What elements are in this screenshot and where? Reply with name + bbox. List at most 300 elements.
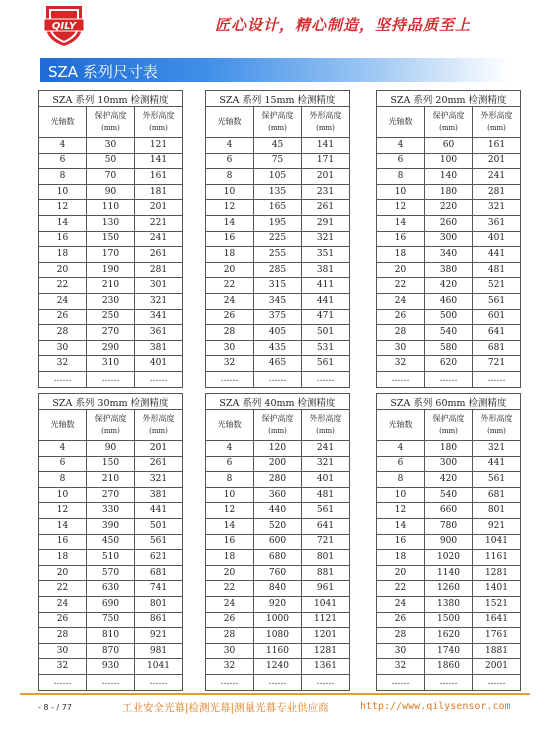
table-caption: SZA 系列 60mm 检测精度 bbox=[377, 394, 521, 410]
page-header bbox=[0, 0, 550, 52]
table-cell: 601 bbox=[473, 309, 521, 325]
table-row bbox=[206, 674, 350, 690]
table-cell: …… bbox=[135, 371, 183, 387]
table-row bbox=[39, 550, 183, 566]
table-cell: …… bbox=[87, 674, 135, 690]
table-cell: 1000 bbox=[254, 612, 302, 628]
table-cell: 351 bbox=[302, 247, 350, 263]
table-cell: 321 bbox=[473, 441, 521, 457]
header-axes: 光轴数 bbox=[39, 107, 87, 138]
table-row bbox=[206, 169, 350, 185]
table-cell: 26 bbox=[377, 309, 425, 325]
table-cell: …… bbox=[377, 371, 425, 387]
table-cell: 10 bbox=[39, 487, 87, 503]
table-cell: …… bbox=[206, 371, 254, 387]
table-cell: 6 bbox=[377, 153, 425, 169]
table-row bbox=[206, 278, 350, 294]
table-cell: 14 bbox=[377, 215, 425, 231]
table-cell: …… bbox=[39, 371, 87, 387]
table-cell: 130 bbox=[87, 215, 135, 231]
table-row bbox=[39, 215, 183, 231]
table-cell: 920 bbox=[254, 596, 302, 612]
table-cell: 10 bbox=[39, 184, 87, 200]
table-caption: SZA 系列 20mm 检测精度 bbox=[377, 91, 521, 107]
table-cell: 441 bbox=[473, 456, 521, 472]
table-cell: 861 bbox=[135, 612, 183, 628]
table-cell: 921 bbox=[135, 628, 183, 644]
table-cell: 381 bbox=[135, 487, 183, 503]
table-cell: 510 bbox=[87, 550, 135, 566]
table-cell: 810 bbox=[87, 628, 135, 644]
page-number: - 8 - / 77 bbox=[38, 703, 72, 712]
table-cell: 8 bbox=[206, 169, 254, 185]
header-unit: (mm) bbox=[487, 124, 506, 132]
table-row bbox=[206, 441, 350, 457]
table-cell: 30 bbox=[87, 138, 135, 154]
table-row bbox=[39, 581, 183, 597]
table-cell: 4 bbox=[206, 441, 254, 457]
table-cell: 360 bbox=[254, 487, 302, 503]
table-row bbox=[377, 612, 521, 628]
table-row bbox=[39, 356, 183, 372]
table-cell: 321 bbox=[473, 200, 521, 216]
table-cell: 1020 bbox=[425, 550, 473, 566]
table-cell: 561 bbox=[302, 503, 350, 519]
table-cell: 26 bbox=[206, 612, 254, 628]
table-cell: 32 bbox=[377, 659, 425, 675]
table-cell: 760 bbox=[254, 565, 302, 581]
table-cell: 24 bbox=[206, 293, 254, 309]
spec-table-2 bbox=[205, 90, 350, 388]
table-cell: 660 bbox=[425, 503, 473, 519]
table-row bbox=[377, 581, 521, 597]
table-cell: 450 bbox=[87, 534, 135, 550]
table-cell: 1121 bbox=[302, 612, 350, 628]
table-cell: 210 bbox=[87, 472, 135, 488]
table-row bbox=[39, 200, 183, 216]
table-cell: 105 bbox=[254, 169, 302, 185]
table-row bbox=[39, 169, 183, 185]
table-cell: 20 bbox=[39, 262, 87, 278]
table-row bbox=[206, 659, 350, 675]
table-cell: 340 bbox=[425, 247, 473, 263]
table-row bbox=[377, 138, 521, 154]
table-cell: 750 bbox=[87, 612, 135, 628]
table-cell: 201 bbox=[302, 169, 350, 185]
table-cell: 270 bbox=[87, 325, 135, 341]
table-row bbox=[377, 503, 521, 519]
table-row bbox=[377, 293, 521, 309]
table-cell: 241 bbox=[473, 169, 521, 185]
table-row bbox=[206, 138, 350, 154]
header-unit: (mm) bbox=[101, 427, 120, 435]
table-cell: 280 bbox=[254, 472, 302, 488]
table-cell: 12 bbox=[206, 200, 254, 216]
table-cell: 28 bbox=[206, 628, 254, 644]
table-cell: 10 bbox=[206, 487, 254, 503]
table-row bbox=[39, 231, 183, 247]
table-row bbox=[206, 340, 350, 356]
table-cell: 18 bbox=[206, 247, 254, 263]
table-cell: 18 bbox=[39, 247, 87, 263]
header-protect-label: 保护高度 bbox=[94, 111, 127, 120]
table-cell: 521 bbox=[473, 278, 521, 294]
table-row bbox=[377, 215, 521, 231]
table-cell: 32 bbox=[39, 659, 87, 675]
table-cell: 30 bbox=[206, 340, 254, 356]
header-axes: 光轴数 bbox=[377, 410, 425, 441]
table-row bbox=[39, 184, 183, 200]
table-cell: 681 bbox=[135, 565, 183, 581]
table-cell: 181 bbox=[135, 184, 183, 200]
table-row bbox=[377, 472, 521, 488]
table-cell: 1281 bbox=[302, 643, 350, 659]
header-unit: (mm) bbox=[268, 427, 287, 435]
table-row bbox=[206, 356, 350, 372]
table-cell: 180 bbox=[425, 441, 473, 457]
table-row bbox=[377, 169, 521, 185]
header-protect-label: 保护高度 bbox=[261, 111, 294, 120]
table-cell: 870 bbox=[87, 643, 135, 659]
header-axes: 光轴数 bbox=[377, 107, 425, 138]
table-cell: 250 bbox=[87, 309, 135, 325]
table-cell: 1240 bbox=[254, 659, 302, 675]
table-row bbox=[39, 247, 183, 263]
table-cell: 435 bbox=[254, 340, 302, 356]
table-row bbox=[206, 184, 350, 200]
table-cell: 14 bbox=[206, 215, 254, 231]
table-cell: 380 bbox=[425, 262, 473, 278]
header-outer bbox=[135, 410, 183, 441]
table-row bbox=[377, 628, 521, 644]
header-outer-label: 外形高度 bbox=[309, 414, 342, 423]
table-cell: 1041 bbox=[473, 534, 521, 550]
table-row bbox=[39, 262, 183, 278]
table-cell: 30 bbox=[377, 340, 425, 356]
table-row bbox=[39, 628, 183, 644]
table-row bbox=[39, 596, 183, 612]
table-cell: 20 bbox=[206, 262, 254, 278]
table-row bbox=[377, 371, 521, 387]
table-cell: 6 bbox=[39, 153, 87, 169]
header-protect-label: 保护高度 bbox=[261, 414, 294, 423]
table-cell: 4 bbox=[206, 138, 254, 154]
table-cell: 801 bbox=[302, 550, 350, 566]
header-outer-label: 外形高度 bbox=[142, 414, 175, 423]
table-cell: 201 bbox=[135, 441, 183, 457]
table-cell: 24 bbox=[39, 596, 87, 612]
table-cell: 345 bbox=[254, 293, 302, 309]
table-row bbox=[377, 184, 521, 200]
table-cell: 500 bbox=[425, 309, 473, 325]
table-cell: 20 bbox=[206, 565, 254, 581]
table-cell: 28 bbox=[377, 628, 425, 644]
table-cell: 255 bbox=[254, 247, 302, 263]
table-cell: 261 bbox=[302, 200, 350, 216]
table-row bbox=[39, 138, 183, 154]
header-outer bbox=[135, 107, 183, 138]
table-row bbox=[206, 371, 350, 387]
table-cell: 465 bbox=[254, 356, 302, 372]
table-cell: 561 bbox=[473, 472, 521, 488]
table-cell: 141 bbox=[302, 138, 350, 154]
table-cell: 561 bbox=[135, 534, 183, 550]
header-axes: 光轴数 bbox=[39, 410, 87, 441]
table-cell: 1380 bbox=[425, 596, 473, 612]
header-unit: (mm) bbox=[101, 124, 120, 132]
table-cell: 24 bbox=[39, 293, 87, 309]
table-cell: 200 bbox=[254, 456, 302, 472]
table-cell: 900 bbox=[425, 534, 473, 550]
header-protect bbox=[87, 107, 135, 138]
logo-text: QILY bbox=[51, 21, 77, 32]
table-cell: 32 bbox=[206, 659, 254, 675]
table-cell: 520 bbox=[254, 518, 302, 534]
table-cell: 32 bbox=[377, 356, 425, 372]
table-cell: 121 bbox=[135, 138, 183, 154]
table-row bbox=[206, 518, 350, 534]
header-unit: (mm) bbox=[439, 124, 458, 132]
table-cell: 221 bbox=[135, 215, 183, 231]
header-protect bbox=[87, 410, 135, 441]
table-cell: 261 bbox=[135, 247, 183, 263]
table-cell: 300 bbox=[425, 231, 473, 247]
table-cell: 580 bbox=[425, 340, 473, 356]
table-cell: 225 bbox=[254, 231, 302, 247]
table-cell: 401 bbox=[473, 231, 521, 247]
slogan: 匠心设计，精心制造，坚持品质至上 bbox=[215, 16, 472, 34]
table-cell: 14 bbox=[377, 518, 425, 534]
table-cell: 4 bbox=[39, 441, 87, 457]
table-cell: 171 bbox=[302, 153, 350, 169]
table-row bbox=[377, 153, 521, 169]
table-cell: …… bbox=[425, 371, 473, 387]
table-cell: 1080 bbox=[254, 628, 302, 644]
table-cell: 1500 bbox=[425, 612, 473, 628]
table-cell: 22 bbox=[39, 278, 87, 294]
table-cell: 16 bbox=[39, 231, 87, 247]
table-row bbox=[39, 278, 183, 294]
footer-url[interactable]: http://www.qilysensor.com bbox=[360, 701, 511, 712]
table-row bbox=[377, 643, 521, 659]
table-cell: 471 bbox=[302, 309, 350, 325]
table-cell: 501 bbox=[135, 518, 183, 534]
header-protect-label: 保护高度 bbox=[432, 111, 465, 120]
table-cell: 281 bbox=[135, 262, 183, 278]
table-cell: 1041 bbox=[135, 659, 183, 675]
table-row bbox=[377, 247, 521, 263]
table-cell: 28 bbox=[39, 628, 87, 644]
table-cell: 90 bbox=[87, 441, 135, 457]
table-cell: 241 bbox=[302, 441, 350, 457]
table-cell: 10 bbox=[377, 487, 425, 503]
table-cell: 261 bbox=[135, 456, 183, 472]
table-cell: …… bbox=[302, 371, 350, 387]
table-cell: 12 bbox=[39, 200, 87, 216]
table-row bbox=[377, 231, 521, 247]
table-row bbox=[377, 356, 521, 372]
table-cell: 30 bbox=[39, 340, 87, 356]
table-cell: 100 bbox=[425, 153, 473, 169]
table-cell: 501 bbox=[302, 325, 350, 341]
table-cell: 361 bbox=[135, 325, 183, 341]
table-cell: 1521 bbox=[473, 596, 521, 612]
table-row bbox=[39, 340, 183, 356]
header-outer bbox=[302, 410, 350, 441]
header-unit: (mm) bbox=[316, 124, 335, 132]
table-cell: 570 bbox=[87, 565, 135, 581]
table-cell: 741 bbox=[135, 581, 183, 597]
table-cell: 201 bbox=[135, 200, 183, 216]
table-cell: 18 bbox=[39, 550, 87, 566]
table-cell: 45 bbox=[254, 138, 302, 154]
header-outer-label: 外形高度 bbox=[480, 111, 513, 120]
table-cell: 12 bbox=[377, 503, 425, 519]
table-cell: 621 bbox=[135, 550, 183, 566]
header-unit: (mm) bbox=[149, 427, 168, 435]
table-cell: 681 bbox=[473, 340, 521, 356]
table-cell: 441 bbox=[135, 503, 183, 519]
table-cell: 12 bbox=[39, 503, 87, 519]
table-row bbox=[377, 200, 521, 216]
header-unit: (mm) bbox=[439, 427, 458, 435]
header-outer-label: 外形高度 bbox=[142, 111, 175, 120]
table-cell: 8 bbox=[377, 169, 425, 185]
header-unit: (mm) bbox=[149, 124, 168, 132]
table-cell: 1620 bbox=[425, 628, 473, 644]
table-cell: 361 bbox=[473, 215, 521, 231]
table-cell: 260 bbox=[425, 215, 473, 231]
table-caption: SZA 系列 30mm 检测精度 bbox=[39, 394, 183, 410]
table-row bbox=[39, 293, 183, 309]
table-cell: 481 bbox=[302, 487, 350, 503]
table-cell: 161 bbox=[473, 138, 521, 154]
table-cell: 881 bbox=[302, 565, 350, 581]
table-cell: 681 bbox=[473, 487, 521, 503]
header-protect bbox=[425, 107, 473, 138]
table-row bbox=[206, 487, 350, 503]
table-cell: 300 bbox=[425, 456, 473, 472]
table-row bbox=[39, 503, 183, 519]
table-cell: 110 bbox=[87, 200, 135, 216]
table-row bbox=[39, 659, 183, 675]
table-cell: 22 bbox=[206, 581, 254, 597]
table-cell: 16 bbox=[206, 534, 254, 550]
table-row bbox=[206, 534, 350, 550]
table-cell: …… bbox=[473, 371, 521, 387]
table-row bbox=[39, 674, 183, 690]
header-unit: (mm) bbox=[268, 124, 287, 132]
table-cell: 531 bbox=[302, 340, 350, 356]
table-cell: 341 bbox=[135, 309, 183, 325]
table-cell: 141 bbox=[135, 153, 183, 169]
table-cell: 321 bbox=[302, 231, 350, 247]
table-row bbox=[39, 456, 183, 472]
table-row bbox=[206, 325, 350, 341]
table-cell: 16 bbox=[39, 534, 87, 550]
table-row bbox=[206, 153, 350, 169]
table-cell: 641 bbox=[473, 325, 521, 341]
table-row bbox=[206, 565, 350, 581]
table-cell: 1041 bbox=[302, 596, 350, 612]
table-row bbox=[377, 596, 521, 612]
table-cell: 18 bbox=[377, 550, 425, 566]
table-cell: 401 bbox=[302, 472, 350, 488]
table-cell: 8 bbox=[206, 472, 254, 488]
table-cell: 981 bbox=[135, 643, 183, 659]
table-cell: 24 bbox=[377, 293, 425, 309]
table-cell: 24 bbox=[377, 596, 425, 612]
table-row bbox=[377, 325, 521, 341]
table-cell: 921 bbox=[473, 518, 521, 534]
table-cell: 241 bbox=[135, 231, 183, 247]
table-cell: 1201 bbox=[302, 628, 350, 644]
spec-table-1 bbox=[38, 90, 183, 388]
table-cell: 1641 bbox=[473, 612, 521, 628]
table-cell: 301 bbox=[135, 278, 183, 294]
table-cell: 321 bbox=[135, 472, 183, 488]
table-cell: 210 bbox=[87, 278, 135, 294]
table-row bbox=[377, 518, 521, 534]
table-cell: 28 bbox=[377, 325, 425, 341]
table-cell: 6 bbox=[39, 456, 87, 472]
table-cell: 230 bbox=[87, 293, 135, 309]
table-cell: 375 bbox=[254, 309, 302, 325]
table-cell: 481 bbox=[473, 262, 521, 278]
table-row bbox=[39, 534, 183, 550]
table-cell: 620 bbox=[425, 356, 473, 372]
table-cell: 1860 bbox=[425, 659, 473, 675]
table-cell: 1401 bbox=[473, 581, 521, 597]
table-cell: 14 bbox=[206, 518, 254, 534]
table-row bbox=[39, 643, 183, 659]
table-cell: 600 bbox=[254, 534, 302, 550]
table-cell: 321 bbox=[302, 456, 350, 472]
table-cell: 441 bbox=[302, 293, 350, 309]
table-cell: 150 bbox=[87, 231, 135, 247]
header-protect bbox=[254, 410, 302, 441]
header-unit: (mm) bbox=[316, 427, 335, 435]
table-row bbox=[377, 262, 521, 278]
table-row bbox=[206, 612, 350, 628]
header-outer bbox=[473, 107, 521, 138]
table-cell: …… bbox=[254, 674, 302, 690]
table-row bbox=[206, 581, 350, 597]
table-cell: 315 bbox=[254, 278, 302, 294]
table-cell: 12 bbox=[206, 503, 254, 519]
table-cell: 6 bbox=[377, 456, 425, 472]
table-row bbox=[377, 534, 521, 550]
header-outer-label: 外形高度 bbox=[480, 414, 513, 423]
table-row bbox=[206, 200, 350, 216]
header-axes: 光轴数 bbox=[206, 410, 254, 441]
table-row bbox=[377, 278, 521, 294]
table-cell: 220 bbox=[425, 200, 473, 216]
table-cell: 1281 bbox=[473, 565, 521, 581]
table-cell: 20 bbox=[39, 565, 87, 581]
spec-table-3 bbox=[376, 90, 521, 388]
table-cell: 8 bbox=[377, 472, 425, 488]
table-cell: 641 bbox=[302, 518, 350, 534]
table-cell: 390 bbox=[87, 518, 135, 534]
table-row bbox=[39, 565, 183, 581]
table-cell: 50 bbox=[87, 153, 135, 169]
table-cell: 1260 bbox=[425, 581, 473, 597]
table-cell: 22 bbox=[377, 278, 425, 294]
table-cell: 330 bbox=[87, 503, 135, 519]
table-cell: 140 bbox=[425, 169, 473, 185]
table-cell: 411 bbox=[302, 278, 350, 294]
